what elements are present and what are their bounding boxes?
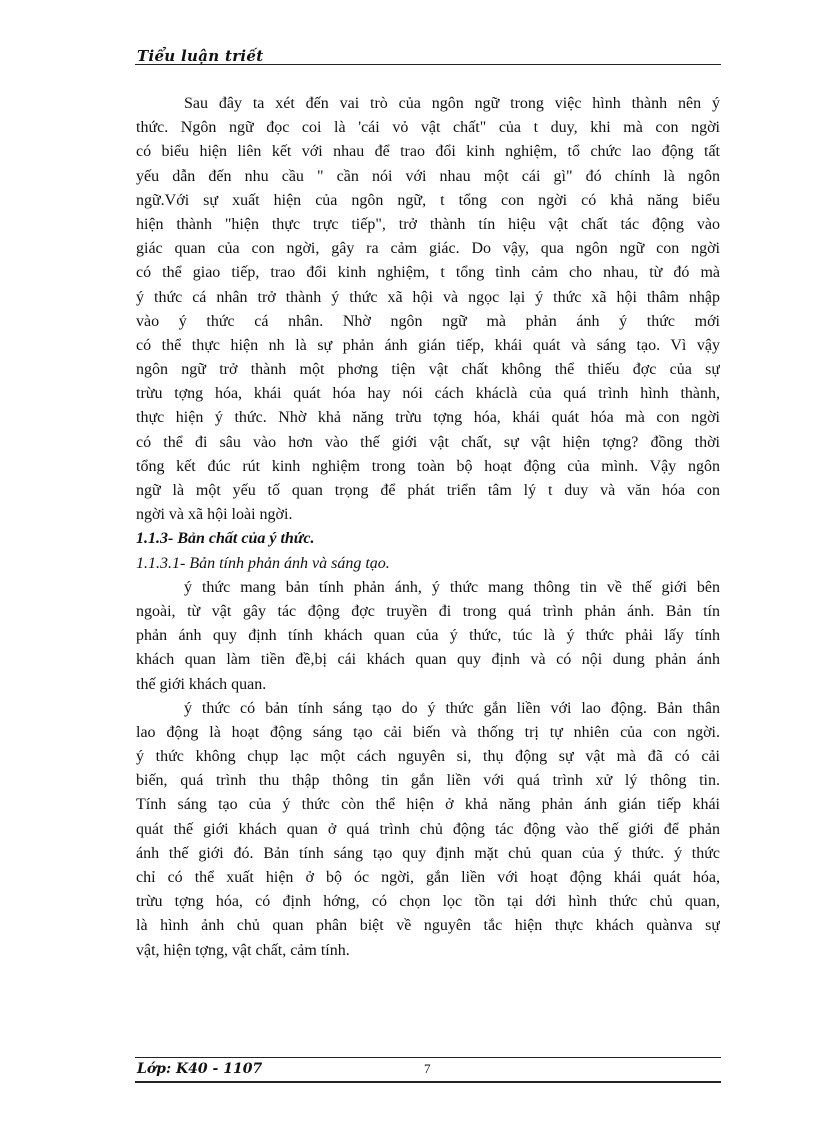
paragraph-2 [136,576,720,697]
footer-class-label: Lớp: K40 - 1107 [137,1061,263,1077]
footer-divider-top [135,1057,721,1058]
text-line: ý thức mang bản tính phản ánh, ý thức mang thông tin về thế giới bên [184,578,720,596]
text-line: có thể đi sâu vào hơn vào thế giới vật chất, sự vật hiện tợng? đồng thời [136,433,720,451]
page-number: 7 [424,1061,431,1076]
text-line: ý thức không chụp lạc một cách nguyên si, thụ động sự vật mà đã có cải [136,748,720,766]
text-line: chỉ có thể xuất hiện ở bộ óc ngời, gắn liền với hoạt động khái quát hóa, [136,869,720,886]
text-line: quát thế giới khách quan ở quá trình chủ động tác động vào thế giới để phản [136,820,720,838]
text-line: hiện thành "hiện thực trực tiếp", trở thành tín hiệu vật chất tác động vào [136,215,720,233]
header-divider [135,64,721,65]
text-line: là hình ảnh chủ quan phân biệt về nguyên tắc hiện thực khách quànva sự [136,917,720,935]
section-heading: 1.1.3- Bản chất của ý thức. [136,530,315,548]
text-line: có thể thực hiện nh là sự phản ánh gián tiếp, khái quát và sáng tạo. Vì vậy [136,336,720,354]
body-text [136,92,720,963]
text-line: ngôn ngữ trở thành một phơng tiện vật chất không thể thiếu đợc của sự [136,361,720,379]
text-line: Tính sáng tạo của ý thức còn thể hiện ở khả năng phản ánh gián tiếp khái [136,796,720,814]
footer-divider-bottom [135,1081,721,1083]
text-line: có biểu hiện liên kết với nhau để trao đổi kinh nghiệm, tổ chức lao động tất [136,143,720,161]
text-line: ngữ là một yếu tố quan trọng để phát triển tâm lý t duy và văn hóa con [136,482,720,499]
paragraph-1 [136,92,720,527]
text-line: khách quan làm tiền đề,bị cái khách quan quy định và có nội dung phản ánh [136,651,720,669]
text-line: giác quan của con ngời, gây ra cảm giác. Do vậy, qua ngôn ngữ con ngời [136,240,720,258]
text-line: trừu tợng hóa, khái quát hóa hay nói cách kháclà của quá trình hình thành, [136,385,720,403]
text-line: ý thức cá nhân trở thành ý thức xã hội và ngọc lại ý thức xã hội thâm nhập [136,288,720,306]
text-line: ngữ.Với sự xuất hiện của ngôn ngữ, t tổng con ngời có khả năng biểu [136,191,720,209]
text-line: biến, quá trình thu thập thông tin gắn liền với quá trình xử lý thông tin. [136,772,720,790]
text-line: ngoài, từ vật gây tác động đợc truyền đi trong quá trình phản ánh. Bản tín [136,602,720,620]
text-line: lao động là hoạt động sáng tạo cải biến và thống trị tự nhiên của con ngời. [136,723,720,741]
paragraph-3 [136,697,720,963]
text-line: trừu tợng hóa, có định hớng, có chọn lọc tồn tại dới hình thức chủ quan, [136,893,720,911]
text-line: thực hiện ý thức. Nhờ khả năng trừu tợng hóa, khái quát hóa mà con ngời [136,409,720,427]
text-line: Sau đây ta xét đến vai trò của ngôn ngữ trong việc hình thành nên ý [184,95,720,112]
text-line: có thể giao tiếp, trao đổi kinh nghiệm, t tổng tình cảm cho nhau, từ đó mà [136,264,720,282]
text-line: ngời và xã hội loài ngời. [136,506,293,524]
text-line: vào ý thức cá nhân. Nhờ ngôn ngữ mà phản ánh ý thức mới [136,312,720,330]
text-line: ánh thế giới đó. Bản tính sáng tạo quy định mặt chủ quan của ý thức. ý thức [136,844,720,862]
text-line: yếu dẫn đến nhu cầu " cần nói với nhau một cái gì" đó chính là ngôn [136,167,720,185]
text-line: thế giới khách quan. [136,675,267,693]
text-line: tổng kết đúc rút kinh nghiệm trong toàn bộ hoạt động của mình. Vậy ngôn [136,457,720,475]
text-line: thức. Ngôn ngữ đọc coi là 'cái vỏ vật chất" của t duy, khi mà con ngời [136,119,720,137]
subsection-heading: 1.1.3.1- Bản tính phản ánh và sáng tạo. [136,554,390,572]
text-line: phản ánh quy định tính khách quan của ý thức, túc là ý thức phải lấy tính [136,627,720,645]
text-line: vật, hiện tợng, vật chất, cảm tính. [136,941,350,959]
text-line: ý thức có bản tính sáng tạo do ý thức gắn liền với lao động. Bản thân [184,699,720,717]
header-title: Tiểu luận triết [137,47,264,65]
